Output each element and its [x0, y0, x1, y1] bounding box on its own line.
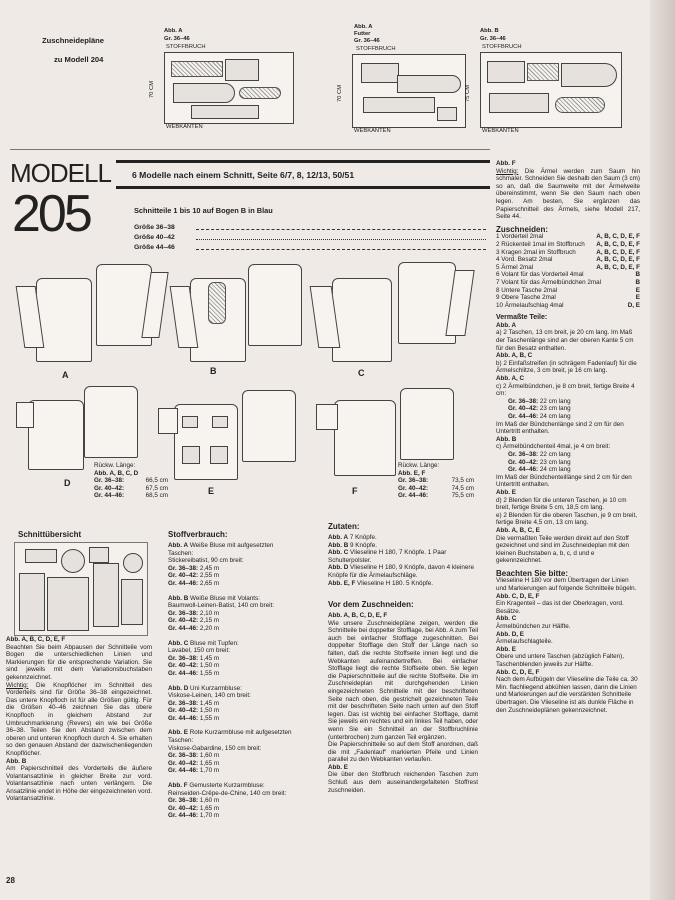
schnitt-piece-7: [89, 547, 109, 563]
right-text-f: Die Ärmel werden zum Saum hin schmaler. Schneiden Sie deshalb den Saum (3 cm) so an, daß die Saumweite mit der Ärmelweite übereinstimmt, wenn Sie den Saum nach oben legen. Am besten, Sie ergänzen das Papierschnitteil des Ärmels, siehe Modell 217, Seite 44.: [496, 167, 641, 221]
garment-e-pocket-top-r: [212, 416, 228, 428]
stoff-d-val-2: 1,50 m: [199, 707, 220, 715]
layout-2-lining: Futter: [354, 31, 371, 37]
zuschneiden-item: 4 Vord. Besatz 2mal A, B, C, D, E, F: [496, 256, 640, 264]
figure-label-e: E: [208, 486, 215, 496]
right-column: Abb. F Wichtig: Die Ärmel werden zum Saum hin schmaler. Schneiden Sie deshalb den Saum (3 cm) so an, daß die Saumweite mit der Ärmelweite übereinstimmt, wenn Sie den Saum nach oben legen. Am besten, Sie ergänzen das Papierschnitteil des Ärmels, siehe Modell 217, Seite 44. Zuschneiden: 1 Vorderteil 2mal A, B, C, D, E, F 2 Rückenteil 1mal im Stoffbruch A, B, C, D, E, F 3 Kragen 2mal im Stoffbruch A, B, C, D, E, F 4 Vord. Besatz 2mal A, B, C, D, E, F 5 Ärmel 2mal A, B, C, D, E, F 6 Volant für das Vorderteil 4mal B 7 Volant für das Ärmelbündchen 2mal B 8 Untere Tasche 2mal E 9 Obere Tasche 2mal E 10 Ärmelaufschlag 4mal D, E Vermaßte Teile: Abb. A a) 2 Taschen, 13 cm breit, je 20 cm lang. Im Maß der Taschenlänge sind an der oberen Kante 5 cm für den Besatz enthalten. Abb. A, B, C b) 2 Einfaßstreifen (in schrägem Fadenlauf) für die Ärmelschlitze, 3 cm breit, je 16 cm lang. Abb. A, C c) 2 Ärmelbündchen, je 8 cm breit, fertige Breite 4 cm: Gr. 36–38: 22 cm lang Gr. 40–42: 23 cm lang Gr. 44–46: 24 cm lang Im Maß der Bündchenlänge sind 2 cm für den Untertritt enthalten. Abb. B c) Ärmelbündchenteil 4mal, je 4 cm breit: Gr. 36–38: 22 cm lang Gr. 40–42: 23 cm lang Gr. 44–46: 24 cm lang Im Maß der Bündchenteillänge sind 2 cm für den Untertritt enthalten. Abb. E d) 2 Blenden für die unteren Taschen, je 10 cm breit, fertige Breite 5 cm, 18,5 cm lang. e) 2 Blenden für die oberen Taschen, je 9 cm breit, fertige Breite 4,5 cm, 13 cm lang. Abb. A, B, C, E Die vermaßten Teile werden direkt auf den Stoff gezeichnet und sind im Zuschneideplan mit den kleinen Buchstaben a, b, c, d und e gekennzeichnet. Beachten Sie bitte: Vlieseline H 180 vor dem Übertragen der Linien und Markierungen auf folgende Schnitteile bügeln. Abb. C, D, E, F Ein Kragenteil – das ist der Oberkragen, vord. Besätze. Abb. C Ärmelbündchen zur Hälfte. Abb. D, E Ärmelaufschlagteile. Abb. E Obere und untere Taschen (abzüglich Falten), Taschenblenden jeweils zur Hälfte. Abb. C, D, E, F Nach dem Aufbügeln der Vlieseline die Teile ca. 30 Min. flachliegend abkühlen lassen, dann die Linien und Markierungen auf die verstärkten Schnitteile übertragen. Die Vlieseline ist als dunkle Fläche in den Zuschneideplänen gekennzeichnet.: [496, 160, 641, 714]
schnitt-piece-6: [61, 549, 85, 573]
stoff-b-fabric: Baumwoll-Leinen-Batist, 140 cm breit:: [168, 602, 275, 610]
stoff-d-val-1: 1,45 m: [199, 699, 220, 707]
stoff-e-val-1: 1,60 m: [199, 752, 220, 760]
layout-3-cm: 75 CM: [465, 84, 472, 103]
stoff-d-abb: Abb. D: [168, 684, 189, 692]
layout-1-selvage: WEBKANTEN: [166, 124, 203, 130]
stoff-b-val-2: 2,15 m: [199, 617, 220, 625]
schnitt-text: [6, 636, 152, 803]
right-abb-f: Abb. F: [496, 160, 516, 167]
schnitt-piece-2: [47, 577, 89, 631]
stoff-c-desc: Bluse mit Tupfen:: [190, 639, 239, 647]
zutaten-title: Zutaten:: [328, 522, 360, 531]
zutaten-text-1: 7 Knöpfe.: [349, 534, 377, 541]
piece-back: [191, 105, 259, 119]
zuschneiden-item: 7 Volant für das Ärmelbündchen 2mal B: [496, 278, 640, 286]
zutaten-abb-3: Abb. C: [328, 549, 349, 557]
garment-f-front: [334, 400, 396, 476]
garment-b-ruffle: [208, 282, 226, 324]
zuschneiden-item: 9 Obere Tasche 2mal E: [496, 294, 640, 302]
layout-plans-title: Zuschneidepläne: [42, 36, 105, 45]
length-left-abb: Abb. A, B, C, D: [94, 469, 139, 477]
bl-text-1: Ein Kragenteil – das ist der Oberkragen, vord. Besätze.: [496, 600, 624, 615]
schnitt-diagram: [14, 542, 148, 636]
stoff-b-size-3: Gr. 44–46:: [168, 624, 199, 632]
size-line-3: Größe 44–46: [134, 244, 175, 251]
piece-sleeve: [173, 83, 235, 103]
layout-1-fold: STOFFBRUCH: [166, 44, 206, 50]
layout-1-cm: 70 CM: [149, 80, 156, 99]
stoff-f-abb: Abb. F: [168, 782, 188, 790]
zutaten-abb-4: Abb. D: [328, 564, 349, 572]
stoff-c-val-3: 1,55 m: [199, 669, 220, 677]
length-right-title: Rückw. Länge:: [398, 462, 440, 469]
stoff-e-abb: Abb. E: [168, 729, 188, 737]
zuschneiden-item: 10 Ärmelaufschlag 4mal D, E: [496, 301, 640, 309]
vm-abb-abce: Abb. A, B, C, E: [496, 526, 540, 534]
vermasste-title: Vermaßte Teile:: [496, 314, 548, 322]
piece-ruffle: [555, 97, 605, 113]
zutaten-text-5: Vlieseline H 180. 5 Knöpfe.: [357, 579, 434, 587]
piece-back: [489, 93, 549, 113]
bl-abb-2: Abb. C: [496, 615, 517, 623]
bl-abb-1: Abb. C, D, E, F: [496, 592, 540, 600]
stoff-b-desc: Weiße Bluse mit Volants:: [190, 594, 260, 602]
vm-e-text: e) 2 Blenden für die oberen Taschen, je 9 cm breit, fertige Breite 4,5 cm, 13 cm lang.: [496, 511, 637, 527]
bl-text-3: Ärmelaufschlagteile.: [496, 638, 553, 646]
stoff-c-fabric: Lavabel, 150 cm breit:: [168, 647, 230, 655]
schnitt-piece-8: [123, 553, 143, 573]
stoff-d-val-3: 1,55 m: [199, 714, 220, 722]
stoff-list: [168, 542, 292, 820]
length-left-val-2: 67,5 cm: [145, 484, 168, 492]
bund-note: Im Maß der Bündchenlänge sind 2 cm für den Untertritt enthalten.: [496, 420, 624, 436]
subline-bar: [116, 186, 490, 189]
garment-f-back: [400, 388, 454, 460]
schnitt-piece-5: [93, 563, 119, 627]
stoff-b-abb: Abb. B: [168, 594, 189, 602]
vor-text-2: Die Papierschnitteile so auf dem Stoff anordnen, daß die mit „Fadenlauf“ markierten Pfeile und Linien parallel zu den Webkanten verlaufen.: [328, 741, 478, 764]
length-left-title: Rückw. Länge:: [94, 462, 136, 469]
vm-text-3: c) 2 Ärmelbündchen, je 8 cm breit, fertige Breite 4 cm:: [496, 382, 635, 398]
piece-back: [363, 97, 435, 113]
piece-collar: [437, 107, 457, 121]
length-left-val-1: 66,5 cm: [145, 477, 168, 485]
garment-d-sleeve: [16, 402, 34, 428]
piece-front: [225, 59, 259, 81]
bl-text-5: Nach dem Aufbügeln der Vlieseline die Teile ca. 30 Min. flachliegend abkühlen lassen, dann die Linien und Markierungen auf die verstärkten Schnitteile übertragen. Die Vlieseline ist als dunkle Fläche in den Zuschneideplänen gekennzeichnet.: [496, 676, 638, 714]
vm-abb-2: Abb. A, B, C: [496, 352, 533, 360]
zuschneiden-list: [496, 233, 640, 309]
layout-2-size: Gr. 36–46: [354, 38, 380, 44]
vm-abce-text: Die vermaßten Teile werden direkt auf den Stoff gezeichnet und sind im Zuschneideplan mit den kleinen Buchstaben a, b, c, d und e gekennzeichnet.: [496, 534, 630, 565]
garment-a: [18, 258, 166, 368]
length-left-size-1: Gr. 36–38:: [94, 477, 125, 485]
length-left-size-2: Gr. 40–42:: [94, 484, 125, 492]
page-number: 28: [6, 876, 15, 885]
stoff-a-size-2: Gr. 40–42:: [168, 572, 199, 580]
size-line-1: Größe 36–38: [134, 224, 175, 231]
schnitt-piece-3: [25, 549, 57, 563]
cutting-layout-1: [164, 52, 294, 124]
zutaten-list: [328, 534, 478, 587]
zuschneiden-item: 3 Kragen 2mal im Stoffbruch A, B, C, D, E, F: [496, 248, 640, 256]
stoff-f-size-3: Gr. 44–46:: [168, 812, 199, 820]
stoff-d-desc: Uni Kurzarmbluse:: [190, 684, 242, 692]
stoff-e-desc: Rote Kurzarmbluse mit aufgesetzten Taschen:: [168, 729, 292, 745]
stoff-c-size-1: Gr. 36–38:: [168, 654, 199, 662]
layout-1-abb: Abb. A: [164, 28, 183, 34]
garment-d-front: [28, 400, 84, 470]
length-right-abb: Abb. E, F: [398, 469, 426, 477]
length-right-val-2: 74,5 cm: [451, 484, 474, 492]
schnitt-title: Schnittübersicht: [18, 530, 82, 539]
length-right-size-1: Gr. 36–38:: [398, 477, 429, 485]
vm-abb-e: Abb. E: [496, 488, 516, 496]
vm-abb-b: Abb. B: [496, 435, 517, 443]
vm-text-1: a) 2 Taschen, 13 cm breit, je 20 cm lang. Im Maß der Taschenlänge sind an der oberen Kante 5 cm für den Besatz enthalten.: [496, 329, 634, 352]
figure-label-a: A: [62, 370, 69, 380]
stoff-d-size-1: Gr. 36–38:: [168, 699, 199, 707]
zuschneiden-item: 6 Volant für das Vorderteil 4mal B: [496, 271, 640, 279]
stoff-c-val-1: 1,45 m: [199, 654, 220, 662]
stoff-f-fabric: Reinseiden-Crêpe-de-Chine, 140 cm breit:: [168, 789, 287, 797]
stoff-e-size-1: Gr. 36–38:: [168, 752, 199, 760]
length-left-size-3: Gr. 44–46:: [94, 492, 125, 500]
zutaten-text-2: 9 Knöpfe.: [350, 541, 378, 549]
beachten-text: Vlieseline H 180 vor dem Übertragen der Linien und Markierungen auf folgende Schnitteile bügeln.: [496, 577, 637, 593]
zuschneiden-item: 5 Ärmel 2mal A, B, C, D, E, F: [496, 263, 640, 271]
bl-abb-4: Abb. E: [496, 645, 516, 653]
schnitt-abb-head: Abb. A, B, C, D, E, F: [6, 636, 66, 643]
garment-e-pocket-bottom: [182, 446, 200, 464]
cutting-layout-2: [352, 54, 466, 128]
vm-c-b: c) Ärmelbündchenteil 4mal, je 4 cm breit:: [496, 443, 611, 451]
zutaten-abb-2: Abb. B: [328, 541, 349, 549]
piece-hatched: [527, 63, 559, 81]
stoff-f-val-2: 1,65 m: [199, 804, 220, 812]
garment-a-front: [36, 278, 92, 362]
beachten-title: Beachten Sie bitte:: [496, 568, 569, 578]
modell-word: MODELL: [10, 158, 111, 188]
piece-front: [487, 61, 525, 83]
stoff-e-size-2: Gr. 40–42:: [168, 759, 199, 767]
stoff-title: Stoffverbrauch:: [168, 530, 228, 539]
stoff-f-val-1: 1,60 m: [199, 797, 220, 805]
stoff-b-size-2: Gr. 40–42:: [168, 617, 199, 625]
vor-abb-e: Abb. E: [328, 763, 348, 771]
stoff-block-f: [168, 782, 292, 820]
zutaten-abb-1: Abb. A: [328, 534, 349, 541]
layout-3-fold: STOFFBRUCH: [482, 44, 522, 50]
stoff-f-val-3: 1,70 m: [199, 812, 220, 820]
zuschneiden-item: 2 Rückenteil 1mal im Stoffbruch A, B, C, D, E, F: [496, 240, 640, 248]
schnitt-text-3: Am Papierschnitteil des Vorderteils die äußere Volantansatzlinie in gleicher Breite zur vord. Volantansatzlinie nach unten verlängern. Die Ansatzlinie endet in Höhe der eingezeichneten vord. Volantansatzlinie.: [6, 765, 152, 803]
length-table-left: [94, 462, 168, 500]
vor-abb: Abb. A, B, C, D, E, F: [328, 612, 388, 619]
layout-plans-subtitle: zu Modell 204: [54, 55, 104, 64]
vor-text: [328, 612, 478, 794]
zutaten-abb-5: Abb. E, F: [328, 579, 356, 587]
schnitt-abb-b: Abb. B: [6, 757, 27, 765]
size-dash-3: [196, 249, 486, 250]
stoff-a-val-2: 2,55 m: [199, 572, 220, 580]
modell-subline: Schnitteile 1 bis 10 auf Bogen B in Blau: [134, 206, 273, 215]
stoff-a-desc: Weiße Bluse mit aufgesetzten Taschen:: [168, 542, 274, 557]
bl-text-2: Ärmelbündchen zur Hälfte.: [496, 623, 571, 631]
bl-abb-3: Abb. D, E: [496, 630, 524, 638]
zuschneiden-item: 1 Vorderteil 2mal A, B, C, D, E, F: [496, 233, 640, 241]
stoff-b-val-1: 2,10 m: [199, 609, 220, 617]
stoff-a-val-3: 2,65 m: [199, 579, 220, 587]
layout-2-fold: STOFFBRUCH: [356, 46, 396, 52]
garment-c: [312, 256, 476, 368]
schnitt-piece-1: [19, 573, 45, 631]
garment-b-back: [248, 264, 302, 346]
stoff-b-size-1: Gr. 36–38:: [168, 609, 199, 617]
schnitt-text-1: Beachten Sie beim Abpausen der Schnitteile vom Bogen die unterschiedlichen Linien und Markierungen für die entsprechende Variation. Sie sind jeweils mit dem Variationsbuchstaben gekennzeichnet.: [6, 643, 152, 681]
stoff-a-abb: Abb. A: [168, 542, 189, 549]
piece-sleeve: [561, 63, 617, 87]
bl-abb-5: Abb. C, D, E, F: [496, 668, 540, 676]
stoff-d-fabric: Viskose-Leinen, 140 cm breit:: [168, 692, 251, 700]
garment-b: [172, 258, 312, 368]
right-wichtig: Wichtig:: [496, 167, 519, 175]
stoff-b-val-3: 2,20 m: [199, 624, 220, 632]
stoff-a-size-1: Gr. 36–38:: [168, 564, 199, 572]
figure-label-d: D: [64, 478, 71, 488]
stoff-e-size-3: Gr. 44–46:: [168, 767, 199, 775]
schnitt-text-2: Die Knopflöcher im Schnitteil des Vorderteils sind für Größe 36–38 eingezeichnet. Das untere Knopfloch ist für alle Größen gültig. Für die Größen 40–46 zeichnen Sie das obere Knopfloch in gleichem Abstand zur Umbruchmarkierung (Revers) ein wie bei Größe 36–38. Teilen Sie den Abstand zwischen dem oberen und unteren Knopfloch durch 4. Sie erhalten so den genauen Abstand der dazwischenliegenden Knopflöcher.: [6, 681, 152, 757]
stoff-d-size-2: Gr. 40–42:: [168, 707, 199, 715]
vm-abb-1: Abb. A: [496, 321, 517, 329]
stoff-block-d: [168, 685, 292, 723]
length-right-val-3: 75,5 cm: [451, 492, 474, 500]
stoff-a-size-3: Gr. 44–46:: [168, 579, 199, 587]
schnitt-piece-9: [121, 579, 143, 625]
cutting-layout-3: [480, 52, 622, 128]
layout-3-size: Gr. 36–46: [480, 36, 506, 42]
length-right-size-3: Gr. 44–46:: [398, 492, 429, 500]
stoff-f-size-1: Gr. 36–38:: [168, 797, 199, 805]
piece-front: [361, 63, 399, 83]
layout-2-cm: 70 CM: [337, 84, 344, 103]
piece-collar: [239, 87, 281, 99]
garment-c-front: [332, 278, 392, 362]
garment-e-sleeve: [158, 408, 178, 434]
length-right-val-1: 73,5 cm: [451, 477, 474, 485]
vm-abb-3: Abb. A, C: [496, 375, 525, 383]
figure-label-f: F: [352, 486, 358, 496]
zutaten-text-4: Vlieseline H 180, 9 Knöpfe, davon 4 kleinere Knöpfe für die Ärmelaufschläge.: [328, 564, 474, 579]
garment-f-sleeve: [316, 404, 338, 430]
stoff-c-val-2: 1,50 m: [199, 662, 220, 670]
vm-text-2: b) 2 Einfaßstreifen (in schrägem Fadenlauf) für die Ärmelschlitze, 3 cm breit, je 16 cm lang.: [496, 359, 637, 375]
figure-label-b: B: [210, 366, 217, 376]
stoff-c-size-2: Gr. 40–42:: [168, 662, 199, 670]
length-table-right: [398, 462, 474, 500]
stoff-e-val-3: 1,70 m: [199, 767, 220, 775]
page-edge: [650, 0, 675, 900]
modell-headline: 6 Modelle nach einem Schnitt, Seite 6/7, 8, 12/13, 50/51: [132, 170, 355, 180]
layout-3-selvage: WEBKANTEN: [482, 128, 519, 134]
layout-3-abb: Abb. B: [480, 28, 499, 34]
schnitt-wichtig: Wichtig:: [6, 681, 29, 689]
garment-e: [152, 386, 302, 486]
top-divider: [10, 149, 490, 150]
headline-bar: [116, 160, 490, 163]
stoff-block-b: [168, 595, 292, 633]
size-dash-2: [196, 239, 486, 240]
stoff-c-abb: Abb. C: [168, 639, 189, 647]
stoff-a-val-1: 2,45 m: [199, 564, 220, 572]
garment-e-pocket-bottom-r: [210, 446, 228, 464]
vor-text-3: Die über den Stoffbruch reichenden Taschen zum Schluß aus dem auseinandergefalteten Stoffrest zuschneiden.: [328, 771, 478, 794]
zuschneiden-item: 8 Untere Tasche 2mal E: [496, 286, 640, 294]
garment-e-back: [242, 390, 296, 462]
layout-2-abb: Abb. A: [354, 24, 373, 30]
stoff-block-c: [168, 640, 292, 678]
vor-title: Vor dem Zuschneiden:: [328, 600, 414, 609]
stoff-block-a: [168, 542, 292, 588]
layout-2-selvage: WEBKANTEN: [354, 128, 391, 134]
piece-hatched: [171, 61, 223, 77]
stoff-e-val-2: 1,65 m: [199, 759, 220, 767]
stoff-c-size-3: Gr. 44–46:: [168, 669, 199, 677]
stoff-f-size-2: Gr. 40–42:: [168, 804, 199, 812]
vm-d-text: d) 2 Blenden für die unteren Taschen, je 10 cm breit, fertige Breite 5 cm, 18,5 cm lang.: [496, 496, 627, 512]
stoff-d-size-3: Gr. 44–46:: [168, 714, 199, 722]
stoff-a-fabric: Stickereibatist, 90 cm breit:: [168, 557, 244, 565]
piece-sleeve: [397, 75, 461, 93]
zuschneiden-title: Zuschneiden:: [496, 224, 549, 234]
vor-text-1: Wie unsere Zuschneidepläne zeigen, werden die Schnitteile bei doppelter Stofflage, bei Abb. A zum Teil auch bei einfacher Stofflage zugeschnitten. Bei doppelter Stofflage den Stoff der Länge nach so falten, daß die rechte Stoffseite innen liegt und die Webkanten aufeinandertreffen. Bei einfacher Stofflage liegt die rechte Stoffseite oben. Sie legen die Papierschnitteile auf die rechte Stoffseite. Die im Zuschneideplan mit durchgehenden Linien eingezeichneten Schnitteile mit der beschrifteten Seite nach oben, die gestrichelt gezeichneten Teile mit der beschrifteten Seite nach unten auf den Stoff legen. Das ist wichtig bei einfacher Stofflage, damit Sie jeweils ein rechtes und ein linkes Teil haben, oder wenn Sie ein Schnitteil an der Stoffbruchlinie (unterbrochen) zum ganzen Teil ergänzen.: [328, 619, 478, 741]
length-left-val-3: 68,5 cm: [145, 492, 168, 500]
figure-label-c: C: [358, 368, 365, 378]
garment-d-back: [84, 386, 138, 458]
modell-number: 205: [12, 185, 90, 243]
stoff-f-desc: Gemusterte Kurzarmbluse:: [189, 782, 265, 790]
size-dash-1: [196, 229, 486, 230]
zutaten-text-3: Vlieseline H 180, 7 Knöpfe. 1 Paar Schulterpolster.: [328, 549, 447, 564]
bl-text-4: Obere und untere Taschen (abzüglich Falten), Taschenblenden jeweils zur Hälfte.: [496, 653, 624, 668]
stoff-block-e: [168, 729, 292, 775]
stoff-e-fabric: Viskose-Gabardine, 150 cm breit:: [168, 744, 262, 752]
length-right-size-2: Gr. 40–42:: [398, 484, 429, 492]
size-line-2: Größe 40–42: [134, 234, 175, 241]
bund-note-b: Im Maß der Bündchenteillänge sind 2 cm für den Untertritt enthalten.: [496, 473, 632, 489]
layout-1-size: Gr. 36–46: [164, 36, 190, 42]
garment-e-pocket-top: [182, 416, 198, 428]
